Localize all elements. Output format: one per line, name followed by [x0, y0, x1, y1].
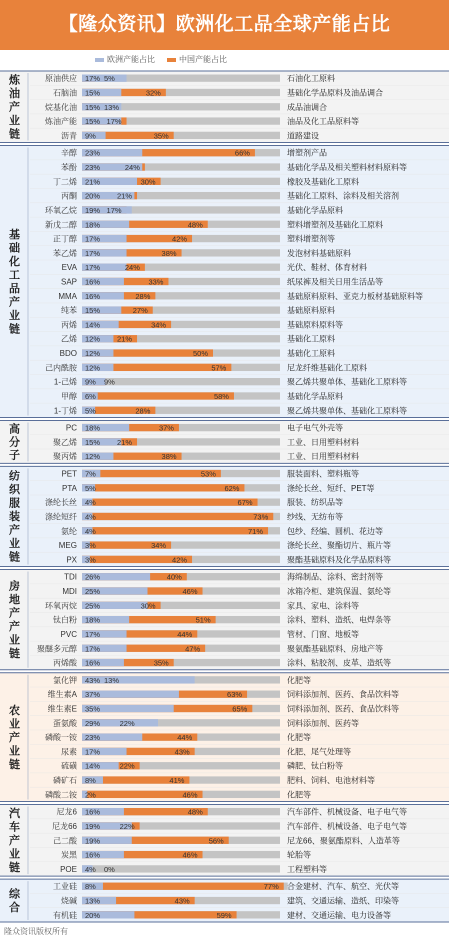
product-label: 氯化钾: [53, 675, 77, 685]
product-label: PVC: [60, 629, 77, 639]
product-label: 聚乙烯: [53, 437, 77, 447]
value-label-china: 28%: [135, 291, 151, 301]
value-label-europe: 15%: [85, 102, 101, 112]
application-label: 纸尿裤及相关日用生活品等: [287, 277, 383, 287]
value-label-china: 24%: [124, 263, 140, 273]
application-label: 基础化学品原料及油品调合: [287, 88, 383, 98]
value-label-europe: 15%: [85, 306, 101, 316]
product-label: POE: [60, 864, 77, 874]
value-label-china: 21%: [117, 437, 133, 447]
application-label: 海绵制品、涂料、密封剂等: [287, 572, 383, 582]
group-label-char: 链: [9, 551, 20, 564]
value-label-china: 9%: [104, 377, 115, 387]
application-label: 管材、门窗、地板等: [287, 629, 359, 639]
product-label: 聚丙烯: [53, 452, 77, 462]
value-label-europe: 25%: [85, 587, 101, 597]
group-label-char: 纺: [9, 470, 20, 483]
value-label-china: 50%: [193, 349, 209, 359]
group-label-char: 汽: [9, 808, 20, 821]
value-label-china: 44%: [177, 733, 193, 743]
value-label-europe: 19%: [85, 836, 101, 846]
product-label: 炭黑: [61, 850, 77, 860]
value-label-china: 17%: [106, 117, 122, 127]
group-label-char: 链: [9, 128, 20, 141]
value-label-china: 22%: [119, 821, 135, 831]
application-label: 涤纶长丝、聚酯切片、瓶片等: [287, 541, 391, 551]
application-label: 肥料、饲料、电池材料等: [287, 776, 375, 786]
value-label-china: 27%: [132, 306, 148, 316]
value-label-china: 38%: [161, 452, 177, 462]
group-label-char: 产: [9, 731, 20, 744]
value-label-china: 32%: [145, 88, 161, 98]
value-label-china: 40%: [166, 572, 182, 582]
application-label: 饲料添加剂、医药、食品饮料等: [287, 690, 399, 700]
bar-china: [82, 499, 258, 506]
value-label-europe: 21%: [85, 177, 101, 187]
value-label-europe: 13%: [85, 896, 101, 906]
group-label: [9, 422, 20, 462]
product-label: 环氧乙烷: [45, 205, 77, 215]
value-label-china: 34%: [151, 320, 167, 330]
product-label: 有机硅: [53, 910, 77, 920]
product-label: 正丁醇: [53, 234, 77, 244]
value-label-china: 62%: [224, 483, 240, 493]
application-label: 纱线、无纺布等: [287, 512, 343, 522]
group-label-char: 产: [9, 835, 20, 848]
value-label-china: 46%: [182, 587, 198, 597]
group-label-char: 车: [9, 821, 20, 834]
value-label-europe: 23%: [85, 148, 101, 158]
value-label-china: 43%: [174, 747, 190, 757]
value-label-europe: 3%: [85, 541, 96, 551]
application-label: 成品油调合: [287, 102, 327, 112]
application-label: 光伏、鞋材、体育材料: [287, 263, 367, 273]
value-label-europe: 18%: [85, 423, 101, 433]
group-label-char: 工: [9, 269, 20, 282]
product-label: 氨纶: [61, 526, 77, 536]
product-label: 丙烯: [61, 320, 77, 330]
product-label: 烧碱: [61, 896, 77, 906]
application-label: 工程塑料等: [287, 864, 327, 874]
value-label-europe: 16%: [85, 658, 101, 668]
group-label-char: 品: [9, 283, 20, 296]
product-label: 磷矿石: [53, 776, 77, 786]
value-label-china: 41%: [169, 776, 185, 786]
group-label: [8, 806, 21, 874]
product-label: 炼油产能: [45, 117, 77, 127]
product-label: 辛醇: [61, 148, 77, 158]
value-label-china: 33%: [148, 277, 164, 287]
value-label-europe: 9%: [85, 377, 96, 387]
application-label: 增塑剂产品: [287, 148, 327, 158]
value-label-china: 77%: [263, 882, 279, 892]
value-label-europe: 4%: [85, 864, 96, 874]
group-label-char: 高: [9, 423, 20, 436]
product-label: MDI: [62, 587, 77, 597]
value-label-europe: 17%: [85, 629, 101, 639]
product-label: 尿素: [61, 747, 77, 757]
application-label: 发泡材料基础原料: [287, 248, 351, 258]
application-label: 家具、家电、涂料等: [287, 601, 359, 611]
application-label: 聚酯基础原料及化学品原料等: [287, 555, 391, 565]
group-label: [9, 887, 21, 915]
product-label: 蛋氨酸: [53, 718, 77, 728]
group-label: [8, 579, 21, 661]
group-label-char: 业: [9, 538, 20, 551]
value-label-china: 46%: [182, 790, 198, 800]
product-label: 丙酮: [61, 191, 77, 201]
value-label-europe: 15%: [85, 437, 101, 447]
product-label: MEG: [58, 541, 77, 551]
application-label: 包纱、经编、圆机、花边等: [287, 526, 383, 536]
application-label: 基础化学品及相关塑料材料原料等: [287, 163, 407, 173]
group-label-char: 业: [9, 745, 20, 758]
group-label-char: 织: [9, 484, 20, 497]
application-label: 建材、交通运输、电力设备等: [287, 910, 391, 920]
group-label-char: 链: [9, 862, 20, 875]
value-label-europe: 4%: [85, 512, 96, 522]
application-label: 汽车部件、机械设备、电子电气等: [287, 807, 407, 817]
application-label: 道路建设: [287, 131, 319, 141]
application-label: 基础原料原料等: [287, 320, 343, 330]
product-label: 1-丁烯: [53, 406, 77, 416]
value-label-europe: 4%: [85, 498, 96, 508]
value-label-europe: 3%: [85, 555, 96, 565]
product-label: 己二酸: [53, 836, 77, 846]
product-label: 丁二烯: [53, 177, 77, 187]
value-label-china: 66%: [234, 148, 250, 158]
product-label: 硫磺: [61, 761, 77, 771]
bar-china: [82, 513, 273, 520]
group-label-char: 产: [9, 296, 20, 309]
group-label-char: 链: [9, 323, 20, 336]
product-label: 磷酸一铵: [45, 733, 77, 743]
product-label: 烷基化油: [45, 102, 77, 112]
application-label: 基础化工原料、涂料及相关溶剂: [287, 191, 399, 201]
value-label-europe: 16%: [85, 807, 101, 817]
value-label-europe: 17%: [85, 263, 101, 273]
value-label-europe: 17%: [85, 644, 101, 654]
group-label-char: 地: [9, 594, 20, 607]
application-label: 冰箱冷柜、建筑保温、氨纶等: [287, 587, 391, 597]
application-label: 化肥、尾气处理等: [287, 747, 351, 757]
product-label: 乙烯: [61, 334, 77, 344]
group-label-char: 装: [9, 511, 20, 524]
group-label-char: 业: [9, 848, 20, 861]
value-label-europe: 8%: [85, 882, 96, 892]
product-label: 涤纶长丝: [45, 498, 77, 508]
product-label: 苯乙烯: [53, 248, 77, 258]
value-label-china: 58%: [213, 391, 229, 401]
value-label-europe: 17%: [85, 74, 101, 84]
value-label-europe: 23%: [85, 733, 101, 743]
product-label: PX: [66, 555, 77, 565]
group-label-char: 分: [9, 436, 20, 449]
application-label: 涂料、粘胶剂、皮革、造纸等: [287, 658, 391, 668]
group-label-char: 房: [9, 580, 20, 593]
value-label-europe: 43%: [85, 675, 101, 685]
value-label-europe: 20%: [85, 910, 101, 920]
value-label-europe: 9%: [85, 131, 96, 141]
value-label-china: 34%: [151, 541, 167, 551]
value-label-europe: 5%: [85, 406, 96, 416]
group-label: [8, 227, 21, 336]
group-label-char: 服: [9, 497, 20, 510]
product-label: 尼龙6: [56, 807, 77, 817]
application-label: 工业、日用塑料材料: [287, 452, 359, 462]
value-label-china: 30%: [140, 601, 156, 611]
value-label-europe: 23%: [85, 163, 101, 173]
value-label-china: 28%: [135, 406, 151, 416]
value-label-china: 37%: [158, 423, 174, 433]
application-label: 涤纶长丝、短纤、PET等: [287, 483, 375, 493]
group-label: [8, 73, 21, 141]
application-label: 塑料增塑剂等: [287, 234, 335, 244]
value-label-europe: 16%: [85, 850, 101, 860]
product-label: 工业硅: [53, 882, 77, 892]
group-label-char: 产: [9, 101, 20, 114]
application-label: 工业、日用塑料材料: [287, 437, 359, 447]
value-label-china: 46%: [182, 850, 198, 860]
value-label-china: 67%: [237, 498, 253, 508]
product-label: 维生素E: [47, 704, 77, 714]
value-label-china: 35%: [153, 131, 169, 141]
application-label: 基础化学品原料: [287, 391, 343, 401]
group-label-char: 产: [9, 607, 20, 620]
bar-china: [82, 527, 268, 534]
group-label-char: 产: [9, 524, 20, 537]
product-label: 沥青: [61, 131, 77, 141]
group-label: [9, 703, 21, 771]
value-label-china: 63%: [227, 690, 243, 700]
product-label: 环氧丙烷: [45, 601, 77, 611]
product-label: SAP: [60, 277, 77, 287]
value-label-china: 51%: [195, 615, 211, 625]
product-label: 维生素A: [47, 690, 77, 700]
product-label: TDI: [64, 572, 77, 582]
value-label-europe: 25%: [85, 601, 101, 611]
group-label-char: 合: [9, 902, 20, 915]
product-label: 石脑油: [53, 88, 77, 98]
application-label: 石油化工原料: [287, 74, 335, 84]
value-label-europe: 12%: [85, 363, 101, 373]
value-label-europe: 16%: [85, 291, 101, 301]
application-label: 油品及化工品原料等: [287, 117, 359, 127]
value-label-china: 42%: [172, 234, 188, 244]
value-label-europe: 5%: [85, 483, 96, 493]
product-label: PET: [61, 469, 77, 479]
product-label: 1-己烯: [53, 377, 77, 387]
value-label-china: 65%: [232, 704, 248, 714]
product-label: 甲醇: [61, 391, 77, 401]
bar-china: [82, 392, 234, 399]
group-label-char: 业: [9, 310, 20, 323]
value-label-china: 13%: [104, 675, 120, 685]
application-label: 化肥等: [287, 733, 311, 743]
value-label-europe: 2%: [85, 790, 96, 800]
value-label-china: 43%: [174, 896, 190, 906]
value-label-china: 42%: [172, 555, 188, 565]
value-label-europe: 26%: [85, 572, 101, 582]
value-label-europe: 20%: [85, 191, 101, 201]
product-label: PTA: [62, 483, 77, 493]
application-label: 饲料添加剂、医药、食品饮料等: [287, 704, 399, 714]
value-label-china: 53%: [200, 469, 216, 479]
product-label: 磷酸二铵: [45, 790, 77, 800]
product-label: 新戊二醇: [45, 220, 77, 230]
value-label-china: 21%: [117, 191, 133, 201]
value-label-europe: 8%: [85, 776, 96, 786]
bar-china: [82, 883, 284, 890]
value-label-china: 73%: [253, 512, 269, 522]
application-label: 橡胶及基础化工原料: [287, 177, 359, 187]
group-label-char: 炼: [9, 74, 20, 87]
product-label: 丙烯酸: [53, 658, 77, 668]
legend-label-china: 中国产能占比: [179, 55, 227, 64]
value-label-china: 30%: [140, 177, 156, 187]
value-label-europe: 17%: [85, 234, 101, 244]
value-label-europe: 37%: [85, 690, 101, 700]
value-label-china: 17%: [106, 205, 122, 215]
value-label-europe: 15%: [85, 117, 101, 127]
group-label-char: 基: [9, 229, 20, 242]
value-label-europe: 7%: [85, 469, 96, 479]
value-label-europe: 4%: [85, 526, 96, 536]
value-label-europe: 12%: [85, 349, 101, 359]
application-label: 合金建材、汽车、航空、光伏等: [287, 882, 399, 892]
value-label-europe: 19%: [85, 205, 101, 215]
value-label-europe: 14%: [85, 761, 101, 771]
application-label: 化肥等: [287, 675, 311, 685]
application-label: 塑料增塑剂及基础化工原料: [287, 220, 383, 230]
application-label: 尼龙66、聚氨酯原料、人造革等: [287, 836, 400, 846]
application-label: 汽车部件、机械设备、电子电气等: [287, 821, 407, 831]
application-label: 涂料、塑料、造纸、电焊条等: [287, 615, 391, 625]
value-label-china: 5%: [104, 74, 115, 84]
application-label: 轮胎等: [287, 850, 311, 860]
value-label-europe: 29%: [85, 718, 101, 728]
product-label: 己内酰胺: [45, 363, 77, 373]
application-label: 电子电气外壳等: [287, 423, 343, 433]
product-label: BDO: [59, 349, 77, 359]
value-label-europe: 12%: [85, 334, 101, 344]
value-label-china: 47%: [185, 644, 201, 654]
value-label-china: 21%: [117, 334, 133, 344]
value-label-china: 48%: [187, 220, 203, 230]
page-title: 【隆众资讯】欧洲化工品全球产能占比: [58, 14, 391, 35]
group-label-char: 产: [9, 621, 20, 634]
group-label-char: 子: [9, 449, 20, 462]
application-label: 服装面料、塑料瓶等: [287, 469, 359, 479]
value-label-europe: 35%: [85, 704, 101, 714]
value-label-china: 71%: [248, 526, 264, 536]
product-label: 聚醚多元醇: [37, 644, 77, 654]
group-label-char: 业: [9, 718, 20, 731]
application-label: 基础化学品原料: [287, 205, 343, 215]
product-label: 苯酚: [61, 163, 77, 173]
value-label-china: 13%: [104, 102, 120, 112]
application-label: 服装、纺织品等: [287, 498, 343, 508]
value-label-china: 59%: [216, 910, 232, 920]
group-label-char: 业: [9, 115, 20, 128]
application-label: 基础化工原料: [287, 349, 335, 359]
application-label: 聚氨酯基础原料、房地产等: [287, 644, 383, 654]
copyright-footer: 隆众资讯版权所有: [4, 927, 68, 936]
application-label: 基础原料原料、亚克力板材基础原料等: [287, 291, 423, 301]
value-label-china: 35%: [153, 658, 169, 668]
value-label-europe: 16%: [85, 277, 101, 287]
value-label-china: 0%: [104, 864, 115, 874]
group-label-char: 化: [9, 256, 20, 269]
value-label-europe: 12%: [85, 452, 101, 462]
group-label-char: 链: [9, 758, 20, 771]
group-label-char: 农: [9, 704, 20, 717]
value-label-europe: 17%: [85, 747, 101, 757]
application-label: 磷肥、钛白粉等: [287, 761, 343, 771]
application-label: 尼龙纤维基础化工原料: [287, 363, 367, 373]
product-label: 尼龙66: [52, 821, 77, 831]
value-label-europe: 17%: [85, 248, 101, 258]
product-label: 纯苯: [61, 306, 77, 316]
application-label: 基础原料原料: [287, 306, 335, 316]
value-label-china: 56%: [208, 836, 224, 846]
application-label: 聚乙烯共聚单体、基础化工原料等: [287, 377, 407, 387]
value-label-china: 38%: [161, 248, 177, 258]
product-label: MMA: [58, 291, 77, 301]
product-label: 钛白粉: [53, 615, 77, 625]
group-label-char: 链: [9, 648, 20, 661]
value-label-europe: 19%: [85, 821, 101, 831]
value-label-china: 57%: [211, 363, 227, 373]
group-label-char: 础: [9, 242, 20, 255]
value-label-china: 44%: [177, 629, 193, 639]
value-label-china: 48%: [187, 807, 203, 817]
value-label-china: 22%: [119, 761, 135, 771]
value-label-europe: 14%: [85, 320, 101, 330]
legend-label-europe: 欧洲产能占比: [107, 55, 155, 64]
product-label: 涤纶短纤: [45, 512, 77, 522]
application-label: 化肥等: [287, 790, 311, 800]
value-label-europe: 15%: [85, 88, 101, 98]
application-label: 基础化工原料: [287, 334, 335, 344]
value-label-europe: 18%: [85, 220, 101, 230]
bar-china: [82, 484, 244, 491]
application-label: 建筑、交通运输、造纸、印染等: [287, 896, 399, 906]
application-label: 饲料添加剂、医药等: [287, 718, 359, 728]
value-label-china: 24%: [124, 163, 140, 173]
application-label: 聚乙烯共聚单体、基础化工原料等: [287, 406, 407, 416]
group-label-char: 业: [9, 634, 20, 647]
product-label: 原油供应: [45, 74, 77, 84]
product-label: PC: [65, 423, 77, 433]
group-label-char: 综: [9, 888, 20, 901]
value-label-europe: 6%: [85, 391, 96, 401]
group-label-char: 油: [9, 88, 20, 101]
product-label: EVA: [61, 263, 77, 273]
value-label-china: 22%: [119, 718, 135, 728]
value-label-europe: 18%: [85, 615, 101, 625]
